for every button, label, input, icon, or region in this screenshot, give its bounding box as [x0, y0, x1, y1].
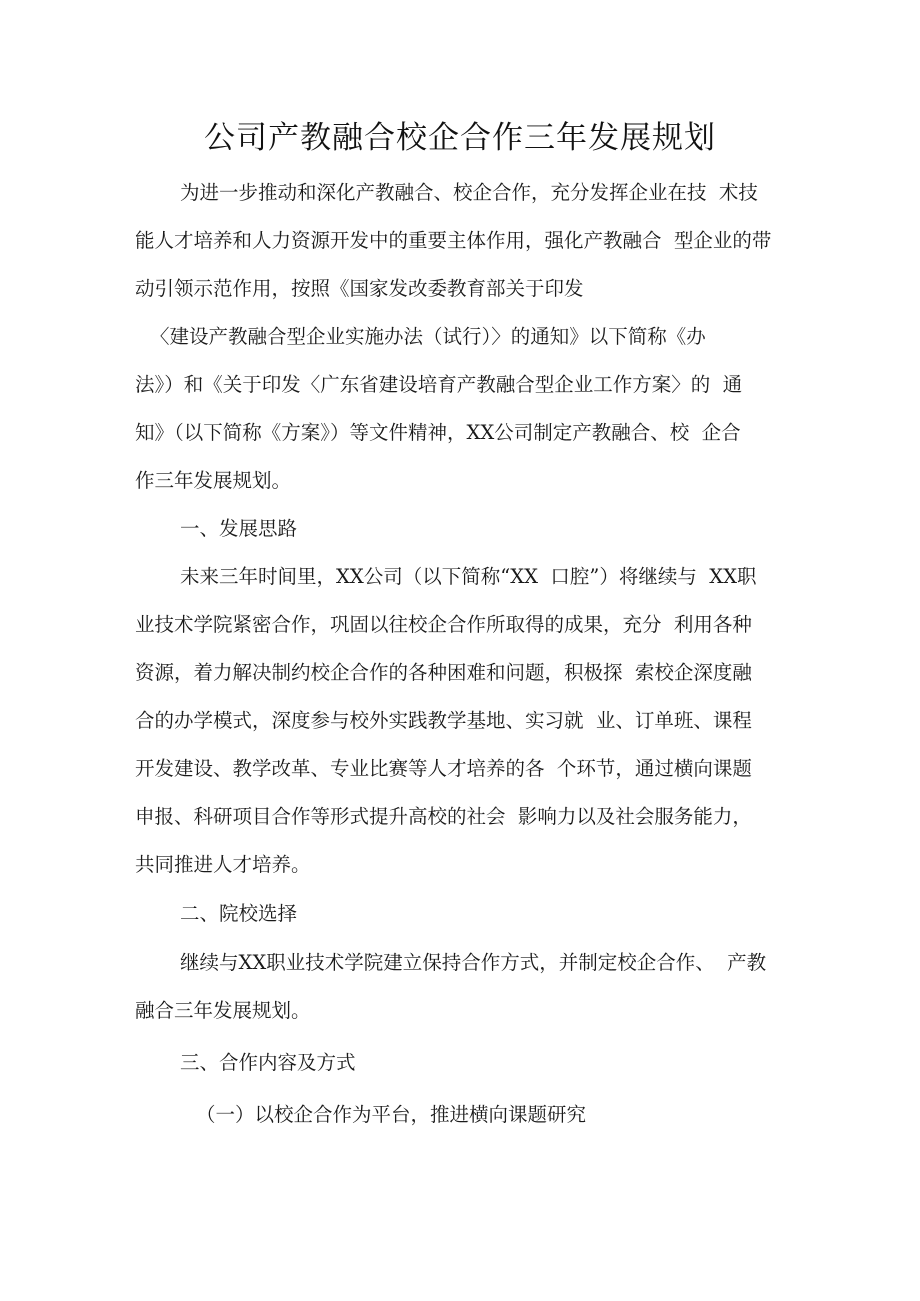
document-title: 公司产教融合校企合作三年发展规划: [204, 120, 716, 156]
paragraph-line: 法》）和《关于印发〈广东省建设培育产教融合型企业工作方案〉的 通: [135, 373, 743, 396]
paragraph-line: 〈建设产教融合型企业实施办法（试行）〉的通知》以下简称《办: [150, 325, 706, 348]
paragraph-line: 能人才培养和人力资源开发中的重要主体作用，强化产教融合 型企业的带: [135, 229, 772, 252]
paragraph-line: 作三年发展规划。: [135, 469, 292, 492]
paragraph-line: 开发建设、教学改革、专业比赛等人才培养的各 个环节，通过横向课题: [135, 757, 752, 780]
paragraph-line: 为进一步推动和深化产教融合、校企合作，充分发挥企业在技 术技: [180, 181, 758, 204]
paragraph-line: 继续与XX职业技术学院建立保持合作方式，并制定校企合作、 产教: [180, 951, 767, 974]
paragraph-line: 合的办学模式，深度参与校外实践教学基地、实习就 业、订单班、课程: [135, 709, 752, 732]
section-heading-cooperation-content: 三、合作内容及方式: [180, 1051, 356, 1074]
section-heading-development-ideas: 一、发展思路: [180, 517, 298, 540]
paragraph-line: 业技术学院紧密合作，巩固以往校企合作所取得的成果，充分 利用各种: [135, 613, 752, 636]
paragraph-line: 未来三年时间里，XX公司（以下简称“XX 口腔”）将继续与 XX职: [180, 565, 757, 588]
paragraph-line: 申报、科研项目合作等形式提升高校的社会 影响力以及社会服务能力，: [135, 805, 752, 828]
subsection-heading-horizontal-research: （一）以校企合作为平台，推进横向课题研究: [196, 1103, 587, 1126]
paragraph-line: 共同推进人才培养。: [135, 853, 311, 876]
paragraph-line: 知》（以下简称《方案》）等文件精神，XX公司制定产教融合、校 企合: [135, 421, 741, 444]
paragraph-line: 融合三年发展规划。: [135, 999, 311, 1022]
paragraph-line: 资源，着力解决制约校企合作的各种困难和问题，积极探 索校企深度融: [135, 661, 752, 684]
paragraph-line: 动引领示范作用，按照《国家发改委教育部关于印发: [135, 277, 584, 300]
section-heading-school-selection: 二、院校选择: [180, 902, 298, 925]
